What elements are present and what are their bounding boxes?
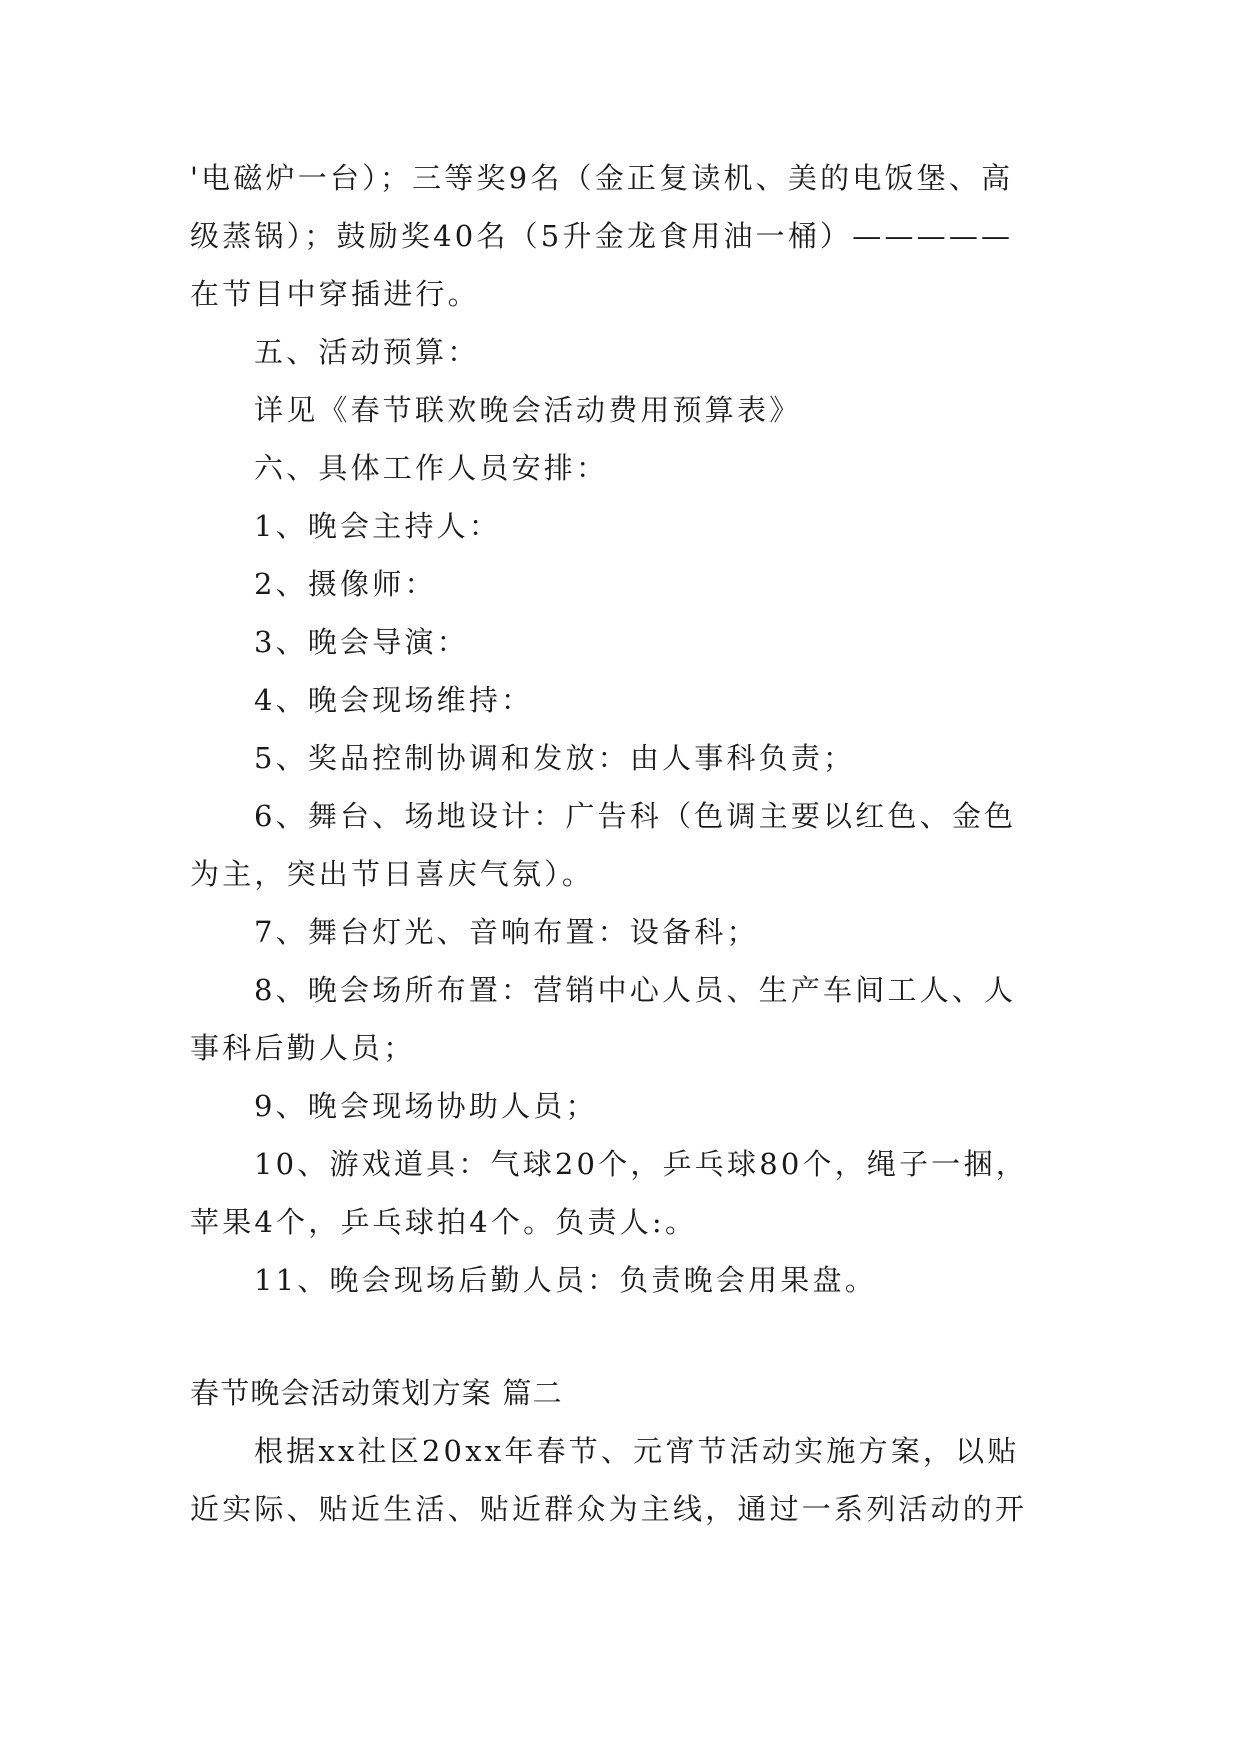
list-item: 2、摄像师： (254, 567, 437, 601)
list-item: 10、游戏道具：气球20个，乒乓球80个，绳子一捆， (254, 1147, 1028, 1181)
list-item: 11、晚会现场后勤人员：负责晚会用果盘。 (254, 1263, 877, 1297)
list-item: 9、晚会现场协助人员； (254, 1089, 598, 1123)
paragraph-line: 详见《春节联欢晚会活动费用预算表》 (254, 393, 802, 427)
list-item-continuation: 为主，突出节日喜庆气氛）。 (190, 857, 595, 891)
list-item: 4、晚会现场维持： (254, 683, 534, 717)
list-item: 3、晚会导演： (254, 625, 469, 659)
list-item: 5、奖品控制协调和发放：由人事科负责； (254, 741, 856, 775)
section-heading: 五、活动预算： (254, 335, 480, 369)
section-title: 春节晚会活动策划方案 篇二 (190, 1376, 563, 1410)
list-item: 8、晚会场所布置：营销中心人员、生产车间工人、人 (254, 973, 1017, 1007)
paragraph-line: '电磁炉一台）；三等奖9名（金正复读机、美的电饭堡、高 (190, 161, 1014, 195)
list-item: 1、晚会主持人： (254, 509, 502, 543)
list-item-continuation: 苹果4个，乒乓球拍4个。负责人:。 (190, 1205, 698, 1239)
list-item: 7、舞台灯光、音响布置：设备科； (254, 915, 759, 949)
paragraph-line: 在节目中穿插进行。 (190, 277, 480, 311)
list-item: 6、舞台、场地设计：广告科（色调主要以红色、金色 (254, 799, 1017, 833)
section-heading: 六、具体工作人员安排： (254, 451, 609, 485)
paragraph-line: 级蒸锅）；鼓励奖40名（5升金龙食用油一桶）————— (190, 219, 1014, 253)
paragraph-line: 近实际、贴近生活、贴近群众为主线，通过一系列活动的开 (190, 1492, 1028, 1526)
paragraph-line: 根据xx社区20xx年春节、元宵节活动实施方案，以贴 (254, 1434, 1020, 1468)
list-item-continuation: 事科后勤人员； (190, 1031, 416, 1065)
